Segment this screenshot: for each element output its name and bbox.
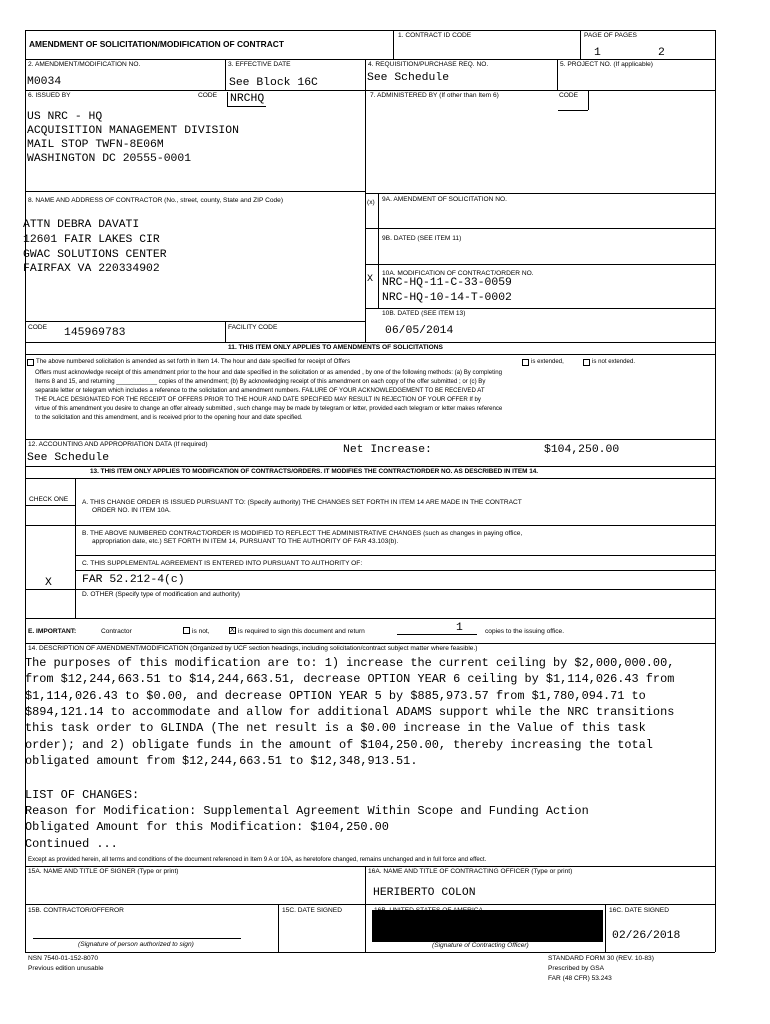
item11-para-1: Offers must acknowledge receipt of this amendment prior to the hour and date specified in the solicitation or as amended , by one of the following methods: (a) By completing <box>35 369 502 376</box>
sig15-caption: (Signature of person authorized to sign) <box>78 941 194 948</box>
item14-label: 14. DESCRIPTION OF AMENDMENT/MODIFICATION (Organized by UCF section headings, including solicitation/contract subject matter where feasible.) <box>28 645 478 652</box>
block7-label: 7. ADMINISTERED BY (If other than Item 6) <box>370 92 499 99</box>
item11-checkbox[interactable] <box>27 359 34 366</box>
contract-id-code-label: 1. CONTRACT ID CODE <box>398 32 472 39</box>
obligated-amount: Obligated Amount for this Modification: $104,250.00 <box>25 820 389 834</box>
contracting-officer-date: 02/26/2018 <box>612 930 681 942</box>
block15c-label: 15C. DATE SIGNED <box>282 907 342 914</box>
block8-code-label: CODE <box>28 324 48 331</box>
block6-code-label: CODE <box>198 92 218 99</box>
item13d-line1: D. OTHER (Specify type of modification and authority) <box>82 591 240 598</box>
block2-label: 2. AMENDMENT/MODIFICATION NO. <box>28 61 141 68</box>
block15b-label: 15B. CONTRACTOR/OFFEROR <box>28 907 124 914</box>
standard-form: STANDARD FORM 30 (REV. 10-83) <box>548 955 654 962</box>
block5-label: 5. PROJECT NO. (If applicable) <box>560 61 653 68</box>
except-clause: Except as provided herein, all terms and conditions of the document referenced in Item 9 A or 10A, as heretofore changed, remains unchanged and in full force and effect. <box>28 856 487 863</box>
item13-title: 13. THIS ITEM ONLY APPLIES TO MODIFICATION OF CONTRACTS/ORDERS. IT MODIFIES THE CONTRACT/ORDER NO. AS DESCRIBED IN ITEM 14. <box>90 468 539 475</box>
dated-10b: 06/05/2014 <box>385 325 454 337</box>
issued-by-line-2: ACQUISITION MANAGEMENT DIVISION <box>27 125 239 137</box>
item14-line-5: this task order to GLINDA (The net result is a $0.00 increase in the Value of this task <box>25 721 646 735</box>
block7-code-label: CODE <box>559 92 579 99</box>
item13a-line2: ORDER NO. IN ITEM 10A. <box>92 507 171 514</box>
is-not-extended-checkbox[interactable] <box>583 359 590 366</box>
list-of-changes-heading: LIST OF CHANGES: <box>25 788 140 802</box>
item14-line-4: $894,121.14 to accommodate and allow for additional ADAMS support while the NRC transitions <box>25 705 675 719</box>
requisition-no: See Schedule <box>367 72 450 84</box>
block16c-label: 16C. DATE SIGNED <box>609 907 669 914</box>
nsn-number: NSN 7540-01-152-8070 <box>28 955 99 962</box>
net-increase-value: $104,250.00 <box>544 444 620 456</box>
item13c-line1: C. THIS SUPPLEMENTAL AGREEMENT IS ENTERED INTO PURSUANT TO AUTHORITY OF: <box>82 560 363 567</box>
item14-line-1: The purposes of this modification are to: 1) increase the current ceiling by $2,000,000.00, <box>25 656 675 670</box>
is-extended-checkbox[interactable] <box>522 359 529 366</box>
accounting-data: See Schedule <box>27 452 110 464</box>
amendment-no: M0034 <box>27 76 62 88</box>
item11-para-4: THE PLACE DESIGNATED FOR THE RECEIPT OF OFFERS PRIOR TO THE HOUR AND DATE SPECIFIED MAY RESULT IN REJECTION OF YOUR OFFER If by <box>35 396 481 403</box>
previous-edition: Previous edition unusable <box>28 965 104 972</box>
important-copies-tail: copies to the issuing office. <box>485 628 565 635</box>
item11-para-3: separate letter or telegram which includes a reference to the solicitation and amendment numbers. FAILURE OF YOUR ACKNOWLEDGEMENT TO BE RECEIVED AT <box>35 387 485 394</box>
block16a-label: 16A. NAME AND TITLE OF CONTRACTING OFFICER (Type or print) <box>368 868 573 875</box>
copies-count: 1 <box>456 622 463 634</box>
is-extended-label: is extended, <box>531 358 564 365</box>
check-one-label: CHECK ONE <box>29 496 69 503</box>
block8-label: 8. NAME AND ADDRESS OF CONTRACTOR (No., street, county, State and ZIP Code) <box>28 197 284 204</box>
item13b-line1: B. THE ABOVE NUMBERED CONTRACT/ORDER IS MODIFIED TO REFLECT THE ADMINISTRATIVE CHANGES (such as changes in paying office, <box>82 530 523 537</box>
issued-by-line-4: WASHINGTON DC 20555-0001 <box>27 153 192 165</box>
item11-line1: The above numbered solicitation is amended as set forth in Item 14. The hour and date specified for receipt of Offers <box>36 358 351 365</box>
item11-para-6: to the solicitation and this amendment, and is received prior to the opening hour and date specified. <box>35 414 303 421</box>
page-number: 1 <box>594 47 601 59</box>
important-label: E. IMPORTANT: <box>28 628 77 635</box>
block10b-label: 10B. DATED (SEE ITEM 13) <box>382 310 466 317</box>
block9a-label: 9A. AMENDMENT OF SOLICITATION NO. <box>382 196 507 203</box>
contractor-code: 145969783 <box>64 327 126 339</box>
reason-for-modification: Reason for Modification: Supplemental Agreement Within Scope and Funding Action <box>25 804 589 818</box>
prescribed-by: Prescribed by GSA <box>548 965 605 972</box>
issued-by-line-3: MAIL STOP TWFN-8E06M <box>27 139 164 151</box>
block9b-label: 9B. DATED (SEE ITEM 11) <box>382 235 462 242</box>
item14-line-7: obligated amount from $12,244,663.51 to $12,348,913.51. <box>25 754 418 768</box>
item11-title: 11. THIS ITEM ONLY APPLIES TO AMENDMENTS OF SOLICITATIONS <box>228 344 443 351</box>
item13a-line1: A. THIS CHANGE ORDER IS ISSUED PURSUANT TO: (Specify authority) THE CHANGES SET FORTH IN ITEM 14 ARE MADE IN THE CONTRACT <box>82 499 522 506</box>
contractor-line-2: 12601 FAIR LAKES CIR <box>23 234 160 246</box>
facility-code-label: FACILITY CODE <box>228 324 278 331</box>
is-not-extended-label: is not extended. <box>592 358 636 365</box>
item13c-authority: FAR 52.212-4(c) <box>82 574 185 586</box>
modification-order-no-1: NRC-HQ-11-C-33-0059 <box>382 277 512 289</box>
x-column-label: (x) <box>367 199 375 206</box>
item13c-x-mark: X <box>45 577 52 589</box>
sig16-caption: (Signature of Contracting Officer) <box>432 942 529 949</box>
important-is-not: is not, <box>192 628 210 635</box>
item14-line-3: $1,114,026.43 to $0.00, and decrease OPTION YEAR 5 by $885,973.57 from $1,780,094.71 to <box>25 689 646 703</box>
item11-para-5: virtue of this amendment you desire to change an offer already submitted , such change may be made by telegram or letter, provided each telegram or letter makes reference <box>35 405 503 412</box>
redacted-signature <box>372 910 603 942</box>
important-is-required: is required to sign this document and return <box>238 628 365 635</box>
issued-by-line-1: US NRC - HQ <box>27 111 103 123</box>
item14-line-2: from $12,244,663.51 to $14,244,663.51, decrease OPTION YEAR 6 ceiling by $1,114,026.43 from <box>25 672 675 686</box>
page-total: 2 <box>658 47 665 59</box>
effective-date: See Block 16C <box>229 77 318 89</box>
block10a-label: 10A. MODIFICATION OF CONTRACT/ORDER NO. <box>382 270 534 277</box>
net-increase-label: Net Increase: <box>343 444 432 456</box>
page-of-pages-label: PAGE OF PAGES <box>584 32 637 39</box>
is-not-checkbox[interactable] <box>183 627 190 634</box>
issued-by-code: NRCHQ <box>227 92 266 107</box>
contractor-line-3: GWAC SOLUTIONS CENTER <box>23 249 167 261</box>
block3-label: 3. EFFECTIVE DATE <box>228 61 291 68</box>
form-title: AMENDMENT OF SOLICITATION/MODIFICATION OF CONTRACT <box>29 39 284 49</box>
item14-line-6: order); and 2) obligate funds in the amount of $104,250.00, thereby increasing the total <box>25 738 653 752</box>
continued: Continued ... <box>25 837 118 851</box>
is-required-x-mark: X <box>230 627 235 634</box>
block4-label: 4. REQUISITION/PURCHASE REQ. NO. <box>368 61 489 68</box>
far-reference: FAR (48 CFR) 53.243 <box>548 975 612 982</box>
contractor-line-4: FAIRFAX VA 220334902 <box>23 263 160 275</box>
contractor-line-1: ATTN DEBRA DAVATI <box>23 219 140 231</box>
block10-x-mark: X <box>367 274 374 285</box>
important-contractor: Contractor <box>101 628 132 635</box>
item13b-line2: appropriation date, etc.) SET FORTH IN ITEM 14, PURSUANT TO THE AUTHORITY OF FAR 43.103(b). <box>92 538 399 545</box>
block6-label: 6. ISSUED BY <box>28 92 71 99</box>
modification-order-no-2: NRC-HQ-10-14-T-0002 <box>382 292 512 304</box>
item12-label: 12. ACCOUNTING AND APPROPRIATION DATA (If required) <box>28 441 208 448</box>
contracting-officer-name: HERIBERTO COLON <box>373 887 476 899</box>
block15a-label: 15A. NAME AND TITLE OF SIGNER (Type or print) <box>28 868 179 875</box>
item11-para-2: Items 8 and 15, and returning ____________ copies of the amendment; (b) By acknowledging receipt of this amendment on each copy of the offer submitted ; or (c) By <box>35 378 486 385</box>
